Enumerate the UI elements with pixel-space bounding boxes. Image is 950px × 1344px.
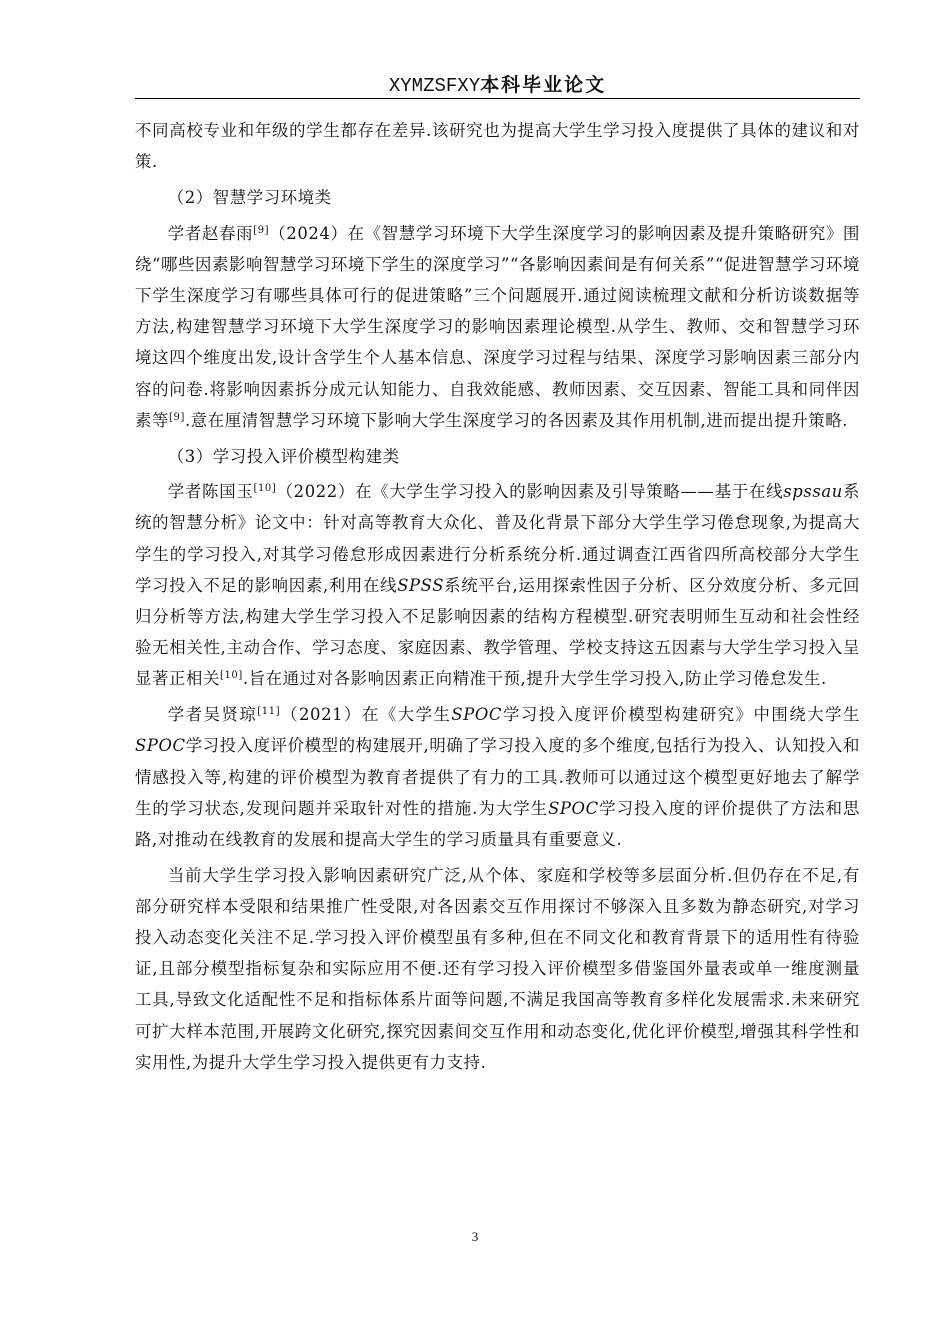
header-thesis-label: 本科毕业论文: [480, 74, 607, 96]
paragraph-text: 学习投入度的评价提供了方法和思路,对推动在线教育的发展和提高大学生的学习质量具有重要意义.: [135, 798, 861, 849]
paragraph-text: （2024）在《智慧学习环境下大学生深度学习的影响因素及提升策略研究》围绕“哪些因素影响智慧学习环境下学生的深度学习”“各影响因素间是有何关系”“促进智慧学习环境下学生深度学习有哪些具体可行的促进策略”三个问题展开.通过阅读梳理文献和分析访谈数据等方法,构建智慧学习环境下大学生深度学习的影响因素理论模型.从学生、教师、交和智慧学习环境这四个维度出发,设计含学生个人基本信息、深度学习过程与结果、深度学习影响因素三部分内容的问卷.将影响因素拆分成元认知能力、自我效能感、教师因素、交互因素、智能工具和同伴因素等: [135, 223, 861, 430]
paragraph-text: （2022）在《大学生学习投入的影响因素及引导策略——基于在线: [276, 482, 784, 502]
header-rule: [135, 98, 860, 99]
paragraph-text: 学者陈国玉: [167, 482, 254, 502]
term-spoc: SPOC: [135, 736, 186, 756]
paragraph-text: .旨在通过对各影响因素正向精准干预,提升大学生学习投入,防止学习倦怠发生.: [242, 669, 827, 689]
paragraph-zhao-chunyu: [135, 218, 860, 436]
paragraph-text: 系统平台,运用探索性因子分析、区分效度分析、多元回归分析等方法,构建大学生学习投入不足影响因素的结构方程模型.研究表明师生互动和社会性经验无相关性,主动合作、学习态度、家庭因素、教学管理、学校支持这五因素与大学生学习投入呈显著正相关: [135, 575, 860, 689]
citation-ref: [10]: [219, 670, 243, 682]
paragraph-text: 学者赵春雨: [167, 223, 254, 243]
body-text: [135, 115, 860, 1083]
paragraph-text: 学习投入度评价模型的构建展开,明确了学习投入度的多个维度,包括行为投入、认知投入和情感投入等,构建的评价模型为教育者提供了有力的工具.教师可以通过这个模型更好地去了解学生的学习状态,发现问题并采取针对性的措施.为大学生: [135, 736, 860, 818]
term-spss: SPSS: [397, 575, 445, 595]
paragraph-text: 学者吴贤琼: [167, 705, 258, 725]
paragraph-text: 当前大学生学习投入影响因素研究广泛,从个体、家庭和学校等多层面分析.但仍存在不足,有部分研究样本受限和结果推广性受限,对各因素交互作用探讨不够深入且多数为静态研究,对学习投入动态变化关注不足.学习投入评价模型虽有多种,但在不同文化和教育背景下的适用性有待验证,且部分模型指标复杂和实际应用不便.还有学习投入评价模型多借鉴国外量表或单一维度测量工具,导致文化适配性不足和指标体系片面等问题,不满足我国高等教育多样化发展需求.未来研究可扩大样本范围,开展跨文化研究,探究因素间交互作用和动态变化,优化评价模型,增强其科学性和实用性,为提升大学生学习投入提供更有力支持.: [135, 865, 860, 1072]
paragraph-continuation: [135, 115, 860, 177]
citation-ref: [10]: [253, 483, 277, 495]
citation-ref: [9]: [253, 224, 270, 236]
paragraph-text: （2021）在《大学生: [280, 705, 452, 725]
term-spssau: spssau: [783, 482, 843, 502]
paragraph-text: 学习投入度评价模型构建研究》中围绕大学生: [502, 705, 860, 725]
term-spoc: SPOC: [548, 798, 599, 818]
heading-text: （3）学习投入评价模型构建类: [167, 446, 400, 466]
heading-text: （2）智慧学习环境类: [167, 187, 332, 207]
paragraph-summary: [135, 860, 860, 1078]
citation-ref: [11]: [257, 706, 281, 718]
paragraph-text: 不同高校专业和年级的学生都存在差异.该研究也为提高大学生学习投入度提供了具体的建议和对策.: [135, 121, 860, 172]
paragraph-text: 系统的智慧分析》论文中：针对高等教育大众化、普及化背景下部分大学生学习倦怠现象,为提高大学生的学习投入,对其学习倦怠形成因素进行分析系统分析.通过调查江西省四所高校部分大学生学习投入不足的影响因素,利用在线: [135, 482, 861, 595]
header-code: XYMZSFXY: [388, 75, 481, 97]
page-header: [135, 70, 860, 100]
paragraph-text: .意在厘清智慧学习环境下影响大学生深度学习的各因素及其作用机制,进而提出提升策略.: [184, 410, 849, 430]
page-number: 3: [471, 1229, 479, 1244]
term-spoc: SPOC: [451, 705, 503, 725]
paragraph-wu-xianqiong: [135, 699, 860, 855]
section-heading-smart-learning: [135, 182, 860, 213]
section-heading-evaluation-model: [135, 441, 860, 472]
citation-ref: [9]: [168, 411, 185, 423]
paragraph-chen-guoyu: [135, 476, 860, 694]
